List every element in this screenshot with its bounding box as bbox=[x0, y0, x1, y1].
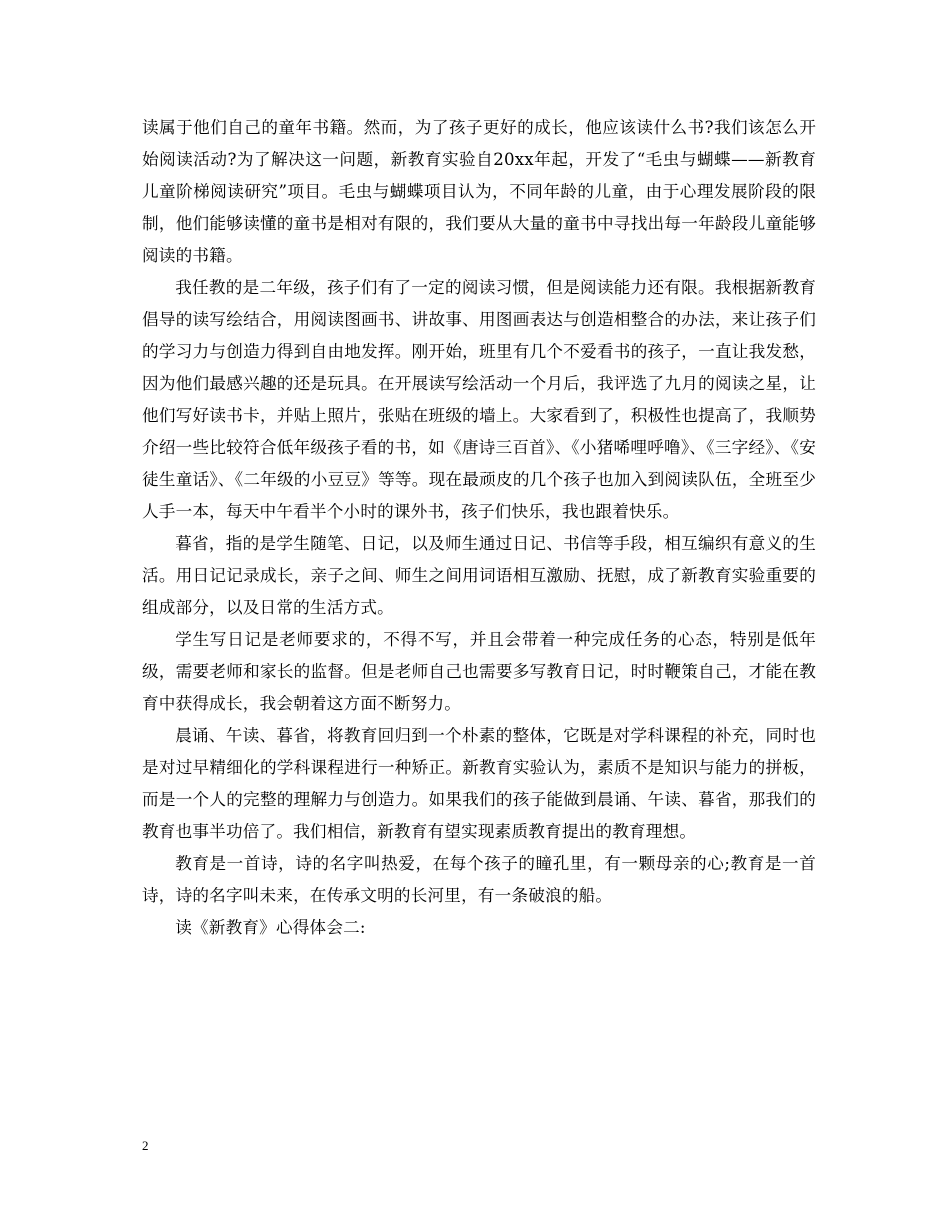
paragraph-5: 晨诵、午读、暮省，将教育回归到一个朴素的整体，它既是对学科课程的补充，同时也是对过早精细化的学科课程进行一种矫正。新教育实验认为，素质不是知识与能力的拼板，而是一个人的完整的理解力与创造力。如果我们的孩子能做到晨诵、午读、暮省，那我们的教育也事半功倍了。我们相信，新教育有望实现素质教育提出的教育理想。 bbox=[142, 726, 816, 841]
document-body bbox=[142, 112, 816, 944]
paragraph-4: 学生写日记是老师要求的，不得不写，并且会带着一种完成任务的心态，特别是低年级，需要老师和家长的监督。但是老师自己也需要多写教育日记，时时鞭策自己，才能在教育中获得成长，我会朝着这方面不断努力。 bbox=[142, 630, 816, 713]
paragraph-3: 暮省，指的是学生随笔、日记，以及师生通过日记、书信等手段，相互编织有意义的生活。用日记记录成长，亲子之间、师生之间用词语相互激励、抚慰，成了新教育实验重要的组成部分，以及日常的生活方式。 bbox=[142, 534, 816, 617]
page-number: 2 bbox=[142, 1138, 149, 1153]
paragraph-1: 读属于他们自己的童年书籍。然而，为了孩子更好的成长，他应该读什么书?我们该怎么开始阅读活动?为了解决这一问题，新教育实验自20xx年起，开发了“毛虫与蝴蝶——新教育儿童阶梯阅读研究”项目。毛虫与蝴蝶项目认为，不同年龄的儿童，由于心理发展阶段的限制，他们能够读懂的童书是相对有限的，我们要从大量的童书中寻找出每一年龄段儿童能够阅读的书籍。 bbox=[142, 118, 816, 265]
section-heading: 读《新教育》心得体会二: bbox=[175, 918, 366, 937]
paragraph-6: 教育是一首诗，诗的名字叫热爱，在每个孩子的瞳孔里，有一颗母亲的心;教育是一首诗，诗的名字叫未来，在传承文明的长河里，有一条破浪的船。 bbox=[142, 854, 816, 905]
paragraph-2: 我任教的是二年级，孩子们有了一定的阅读习惯，但是阅读能力还有限。我根据新教育倡导的读写绘结合，用阅读图画书、讲故事、用图画表达与创造相整合的办法，来让孩子们的学习力与创造力得到自由地发挥。刚开始，班里有几个不爱看书的孩子，一直让我发愁，因为他们最感兴趣的还是玩具。在开展读写绘活动一个月后，我评选了九月的阅读之星，让他们写好读书卡，并贴上照片，张贴在班级的墙上。大家看到了，积极性也提高了，我顺势介绍一些比较符合低年级孩子看的书，如《唐诗三百首》、《小猪唏哩呼噜》、《三字经》、《安徒生童话》、《二年级的小豆豆》等等。现在最顽皮的几个孩子也加入到阅读队伍，全班至少人手一本，每天中午看半个小时的课外书，孩子们快乐，我也跟着快乐。 bbox=[142, 278, 816, 521]
